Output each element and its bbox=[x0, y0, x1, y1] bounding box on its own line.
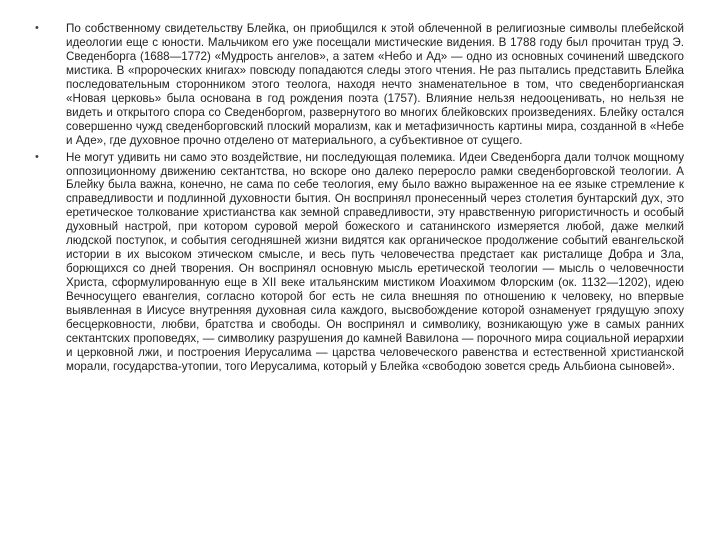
bullet-icon: • bbox=[35, 150, 39, 163]
bullet-icon: • bbox=[35, 22, 39, 34]
paragraph-text: По собственному свидетельству Блейка, он приобщился к этой облеченной в религиозные символы плебейской идеологии еще с юности. Мальчиком его уже посещали мистические видения. В 1788 году был прочитан труд Э. Сведенборга (1688—1772) «Мудрость ангелов», а затем «Небо и Ад» — одно из основных сочинений шведского мистика. В «пророческих книгах» повсюду попадаются следы этого чтения. Не раз пытались представить Блейка последовательным сторонником этого теолога, находя нечто знаменательное в том, что сведенборгианская «Новая церковь» была основана в год рождения поэта (1757). Влияние нельзя недооценивать, но нельзя не видеть и открытого спора со Сведенборгом, развернутого во многих блейковских произведениях. Блейку остался совершенно чужд сведенборговский плоский морализм, как и метафизичность картины мира, созданной в «Небе и Аде», где духовное прочно отделено от материального, а субъективное от сущего. bbox=[66, 22, 684, 147]
list-item bbox=[35, 22, 684, 148]
bullet-list bbox=[35, 22, 684, 374]
paragraph-text: Не могут удивить ни само это воздействие, ни последующая полемика. Идеи Сведенборга дали толчок мощному оппозиционному движению сектантства, но вскоре оно далеко переросло рамки сведенборговской теологии. А Блейку была важна, конечно, не сама по себе теология, ему было важно выраженное на ее языке стремление к справедливости и подлинной духовности бытия. Он воспринял пронесенный через столетия бунтарский дух, это еретическое толкование христианства как земной справедливости, эту нравственную ригористичность и особый духовный настрой, при котором суровой мерой божеского и сатанинского измеряется любой, даже мелкий людской поступок, и события сегодняшней жизни видятся как органическое продолжение событий евангельской истории в их высоком этическом смысле, и весь путь человечества предстает как ристалище Добра и Зла, борющихся со дней творения. Он воспринял основную мысль еретической теологии — мысль о человечности Христа, сформулированную еще в XII веке итальянским мистиком Иоахимом Флорским (ок. 1132—1202), идею Вечносущего евангелия, согласно которой бог есть не сила внешняя по отношению к человеку, но впервые выявленная в Иисусе внутренняя духовная сила каждого, высвобождение которой ознаменует грядущую эпоху бесцерковности, любви, братства и свободы. Он воспринял и символику, возникающую уже в самых ранних сектантских проповедях, — символику разрушения до камней Вавилона — порочного мира социальной иерархии и церковной лжи, и построения Иерусалима — царства человеческого равенства и естественной христианской морали, государства-утопии, того Иерусалима, который у Блейка «свободою зовется средь Альбиона сыновей». bbox=[66, 150, 684, 373]
list-item bbox=[35, 150, 684, 374]
